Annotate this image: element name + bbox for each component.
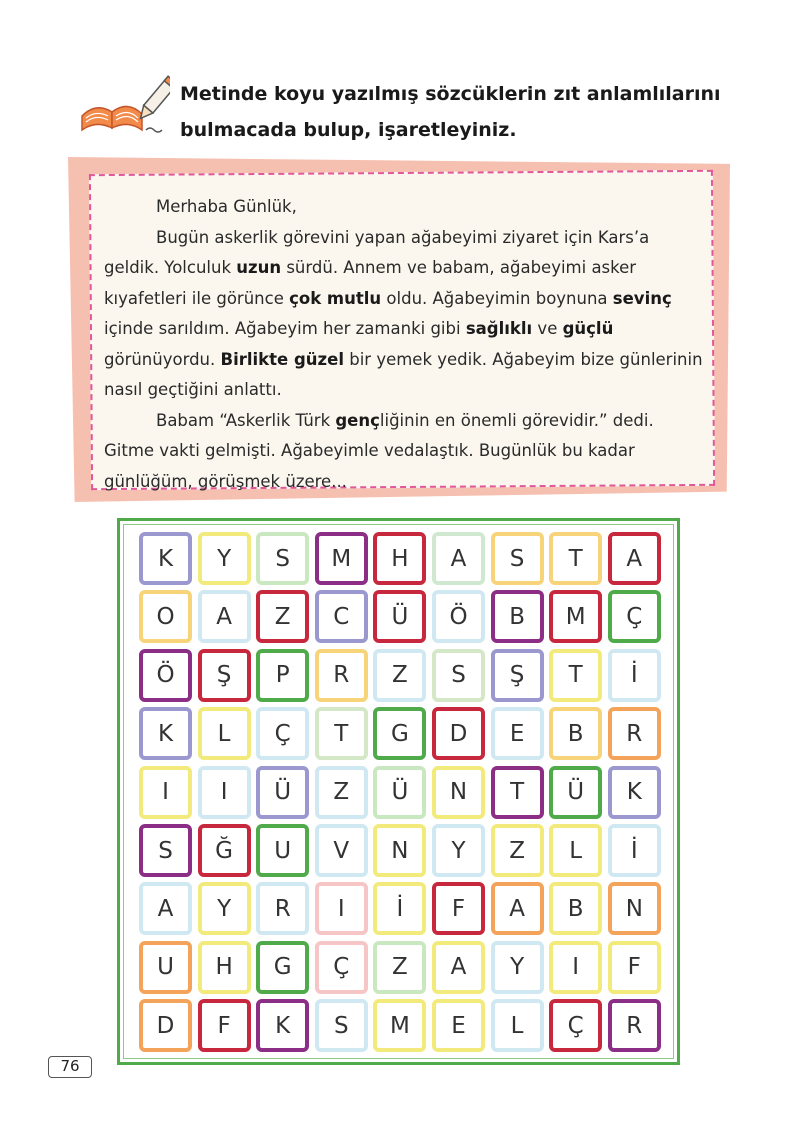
bold-keyword: sevinç: [612, 288, 672, 308]
puzzle-letter-cell[interactable]: V: [315, 824, 368, 877]
puzzle-letter-cell[interactable]: Y: [198, 532, 251, 585]
puzzle-letter-cell[interactable]: İ: [608, 824, 661, 877]
text-run: ve: [532, 319, 563, 338]
puzzle-letter-cell[interactable]: R: [608, 707, 661, 760]
puzzle-letter-cell[interactable]: T: [491, 766, 544, 819]
puzzle-letter-cell[interactable]: İ: [608, 649, 661, 702]
puzzle-letter-cell[interactable]: E: [491, 707, 544, 760]
puzzle-letter-cell[interactable]: S: [315, 999, 368, 1052]
bold-keyword: uzun: [236, 258, 282, 277]
puzzle-letter-cell[interactable]: R: [256, 882, 309, 935]
puzzle-letter-cell[interactable]: D: [432, 707, 485, 760]
text-run: oldu. Ağabeyimin boynuna: [381, 288, 613, 308]
open-book-pencil-icon: [78, 72, 170, 136]
puzzle-letter-cell[interactable]: S: [491, 532, 544, 585]
bold-keyword: genç: [335, 410, 380, 430]
puzzle-letter-cell[interactable]: Z: [491, 824, 544, 877]
puzzle-letter-cell[interactable]: G: [256, 941, 309, 994]
puzzle-letter-cell[interactable]: H: [198, 941, 251, 994]
puzzle-letter-cell[interactable]: Ç: [315, 941, 368, 994]
puzzle-letter-cell[interactable]: Z: [373, 649, 426, 702]
instruction-text: [180, 76, 740, 148]
puzzle-letter-cell[interactable]: Y: [432, 824, 485, 877]
puzzle-letter-cell[interactable]: A: [432, 941, 485, 994]
puzzle-letter-cell[interactable]: I: [198, 766, 251, 819]
text-run: içinde sarıldım. Ağabeyim her zamanki gibi: [104, 319, 466, 338]
puzzle-letter-cell[interactable]: K: [608, 766, 661, 819]
puzzle-letter-cell[interactable]: Ş: [491, 649, 544, 702]
puzzle-letter-cell[interactable]: F: [198, 999, 251, 1052]
puzzle-letter-cell[interactable]: Y: [198, 882, 251, 935]
letter-paragraph-2: [104, 406, 704, 498]
puzzle-letter-cell[interactable]: S: [256, 532, 309, 585]
puzzle-letter-cell[interactable]: N: [432, 766, 485, 819]
text-run: Bugün askerlik görevini yapan ağabeyimi ziyaret için Kars’a geldik. Yolculuk: [104, 227, 650, 277]
puzzle-letter-cell[interactable]: Z: [256, 590, 309, 643]
puzzle-letter-cell[interactable]: A: [198, 590, 251, 643]
puzzle-letter-cell[interactable]: O: [139, 590, 192, 643]
puzzle-letter-cell[interactable]: T: [549, 649, 602, 702]
text-run: Babam “Askerlik Türk: [156, 410, 336, 430]
bold-keyword: çok mutlu: [289, 288, 382, 308]
puzzle-letter-cell[interactable]: F: [608, 941, 661, 994]
letter-paragraph-1: [104, 223, 704, 406]
puzzle-letter-cell[interactable]: S: [432, 649, 485, 702]
puzzle-letter-cell[interactable]: Ğ: [198, 824, 251, 877]
puzzle-letter-cell[interactable]: D: [139, 999, 192, 1052]
puzzle-letter-cell[interactable]: A: [491, 882, 544, 935]
puzzle-letter-cell[interactable]: L: [198, 707, 251, 760]
puzzle-letter-cell[interactable]: Ü: [373, 766, 426, 819]
puzzle-letter-cell[interactable]: Z: [373, 941, 426, 994]
puzzle-letter-cell[interactable]: A: [608, 532, 661, 585]
diary-letter: [104, 192, 704, 497]
puzzle-letter-cell[interactable]: I: [315, 882, 368, 935]
puzzle-letter-cell[interactable]: M: [549, 590, 602, 643]
puzzle-letter-cell[interactable]: Z: [315, 766, 368, 819]
puzzle-letter-cell[interactable]: B: [549, 707, 602, 760]
puzzle-letter-cell[interactable]: F: [432, 882, 485, 935]
instruction-line-2: bulmacada bulup, işaretleyiniz.: [180, 119, 517, 141]
puzzle-letter-cell[interactable]: Y: [491, 941, 544, 994]
puzzle-letter-cell[interactable]: T: [549, 532, 602, 585]
text-run: liğinin en önemli görevidir.” dedi. Gitme vakti gelmişti. Ağabeyimle vedalaştık. Bugünlük bu kadar günlüğüm, görüşmek üzere...: [104, 410, 654, 491]
puzzle-letter-cell[interactable]: Ö: [432, 590, 485, 643]
puzzle-letter-cell[interactable]: N: [373, 824, 426, 877]
puzzle-letter-cell[interactable]: Ç: [608, 590, 661, 643]
puzzle-letter-cell[interactable]: K: [139, 707, 192, 760]
puzzle-letter-cell[interactable]: R: [608, 999, 661, 1052]
puzzle-letter-cell[interactable]: N: [608, 882, 661, 935]
puzzle-letter-cell[interactable]: B: [549, 882, 602, 935]
bold-keyword: güçlü: [562, 319, 614, 338]
puzzle-letter-cell[interactable]: I: [549, 941, 602, 994]
bold-keyword: Birlikte güzel: [220, 349, 344, 369]
puzzle-letter-cell[interactable]: R: [315, 649, 368, 702]
puzzle-letter-cell[interactable]: K: [256, 999, 309, 1052]
puzzle-letter-cell[interactable]: Ş: [198, 649, 251, 702]
puzzle-letter-cell[interactable]: I: [139, 766, 192, 819]
page-number: 76: [48, 1056, 92, 1078]
puzzle-letter-cell[interactable]: Ç: [549, 999, 602, 1052]
puzzle-letter-cell[interactable]: H: [373, 532, 426, 585]
puzzle-letter-cell[interactable]: Ç: [256, 707, 309, 760]
text-run: görünüyordu.: [104, 349, 221, 369]
puzzle-letter-cell[interactable]: İ: [373, 882, 426, 935]
text-run: bir yemek yedik. Ağabeyim bize günlerinin nasıl geçtiğini anlattı.: [104, 349, 703, 399]
puzzle-letter-cell[interactable]: E: [432, 999, 485, 1052]
puzzle-letter-cell[interactable]: P: [256, 649, 309, 702]
puzzle-letter-cell[interactable]: U: [139, 941, 192, 994]
puzzle-letter-cell[interactable]: Ö: [139, 649, 192, 702]
bold-keyword: sağlıklı: [465, 319, 533, 338]
puzzle-letter-cell[interactable]: Ü: [256, 766, 309, 819]
puzzle-letter-cell[interactable]: M: [315, 532, 368, 585]
puzzle-letter-cell[interactable]: A: [139, 882, 192, 935]
puzzle-letter-cell[interactable]: C: [315, 590, 368, 643]
puzzle-letter-cell[interactable]: U: [256, 824, 309, 877]
puzzle-letter-cell[interactable]: A: [432, 532, 485, 585]
puzzle-letter-cell[interactable]: G: [373, 707, 426, 760]
puzzle-letter-cell[interactable]: T: [315, 707, 368, 760]
text-run: sürdü. Annem ve babam, ağabeyimi asker kıyafetleri ile görünce: [104, 258, 637, 308]
puzzle-letter-cell[interactable]: Ü: [373, 590, 426, 643]
instruction-line-1: Metinde koyu yazılmış sözcüklerin zıt anlamlılarını: [180, 83, 721, 105]
puzzle-letter-cell[interactable]: B: [491, 590, 544, 643]
puzzle-letter-cell[interactable]: L: [549, 824, 602, 877]
puzzle-letter-cell[interactable]: M: [373, 999, 426, 1052]
puzzle-letter-cell[interactable]: K: [139, 532, 192, 585]
letter-greeting: Merhaba Günlük,: [156, 197, 297, 216]
puzzle-letter-cell[interactable]: L: [491, 999, 544, 1052]
puzzle-letter-cell[interactable]: S: [139, 824, 192, 877]
puzzle-letter-cell[interactable]: Ü: [549, 766, 602, 819]
